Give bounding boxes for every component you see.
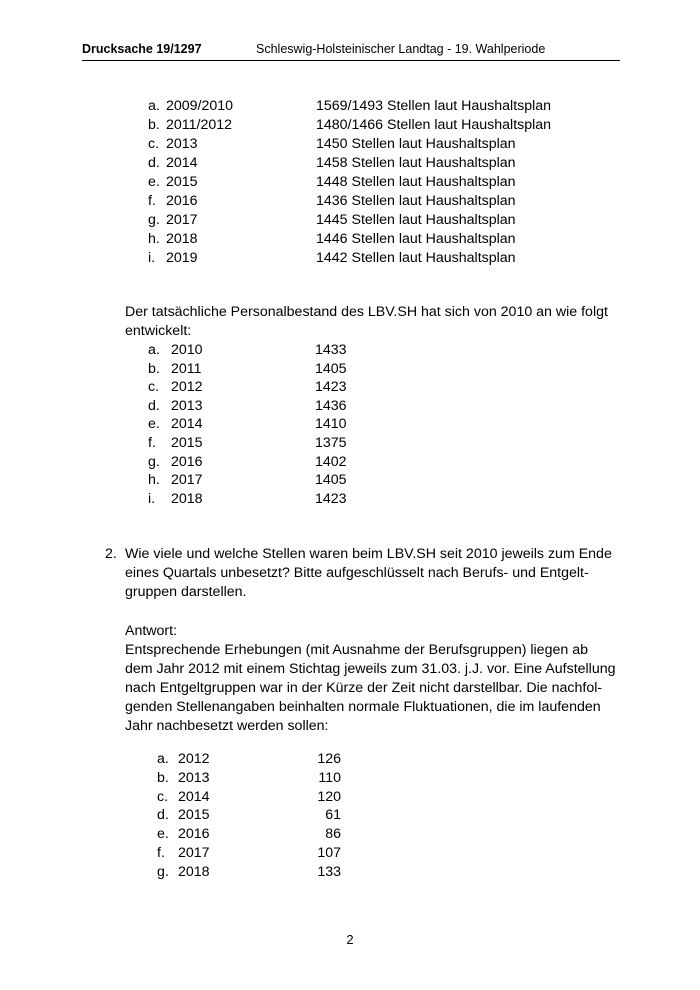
- list-item: [148, 211, 568, 229]
- item-letter: c.: [148, 379, 160, 395]
- item-letter: a.: [157, 751, 169, 767]
- item-year: 2018: [166, 231, 198, 247]
- item-year: 2017: [178, 845, 210, 861]
- item-value: 1375: [315, 435, 347, 451]
- item-year: 2014: [171, 416, 203, 432]
- answer-line: dem Jahr 2012 mit einem Stichtag jeweils zum 31.03. j.J. vor. Eine Aufstellung: [125, 661, 616, 677]
- item-year: 2018: [171, 491, 203, 507]
- item-value: 1480/1466 Stellen laut Haushaltsplan: [316, 117, 552, 133]
- list-item: [148, 116, 568, 134]
- item-value: 1569/1493 Stellen laut Haushaltsplan: [316, 98, 552, 114]
- item-year: 2013: [171, 398, 203, 414]
- question-text: [125, 545, 612, 602]
- item-year: 2018: [178, 864, 210, 880]
- question-line: gruppen darstellen.: [125, 584, 247, 600]
- item-value: 1405: [315, 361, 347, 377]
- list-item: [157, 750, 341, 768]
- list-item: [148, 360, 358, 378]
- item-letter: c.: [148, 136, 160, 152]
- list-item: [148, 415, 358, 433]
- item-letter: a.: [148, 342, 160, 358]
- list-item: [148, 434, 358, 452]
- answer-label: Antwort:: [125, 623, 178, 639]
- list-item: [148, 490, 358, 508]
- list-item: [157, 806, 341, 824]
- item-value: 133: [317, 864, 341, 880]
- item-year: 2014: [166, 155, 198, 171]
- page-header: [82, 38, 620, 61]
- list-item: [148, 453, 358, 471]
- item-value: 1423: [315, 379, 347, 395]
- item-value: 1445 Stellen laut Haushaltsplan: [316, 212, 516, 228]
- item-value: 1450 Stellen laut Haushaltsplan: [316, 136, 516, 152]
- item-letter: h.: [148, 231, 160, 247]
- item-value: 1410: [315, 416, 347, 432]
- item-year: 2016: [171, 454, 203, 470]
- item-year: 2015: [178, 807, 210, 823]
- document-number: Drucksache 19/1297: [82, 42, 202, 56]
- item-letter: c.: [157, 789, 169, 805]
- list-item: [148, 135, 568, 153]
- item-letter: h.: [148, 472, 160, 488]
- item-value: 1446 Stellen laut Haushaltsplan: [316, 231, 516, 247]
- item-value: 1423: [315, 491, 347, 507]
- item-value: 120: [317, 789, 341, 805]
- item-letter: g.: [148, 212, 160, 228]
- item-year: 2012: [171, 379, 203, 395]
- answer-line: genden Stellenangaben beinhalten normale Fluktuationen, die im laufenden: [125, 699, 601, 715]
- actual-staff-intro: [125, 303, 608, 341]
- question-number: 2.: [105, 546, 117, 562]
- item-year: 2014: [178, 789, 210, 805]
- item-year: 2013: [178, 770, 210, 786]
- list-item: [157, 788, 341, 806]
- item-year: 2015: [171, 435, 203, 451]
- page-number: 2: [346, 932, 354, 947]
- item-letter: e.: [157, 826, 169, 842]
- item-year: 2011/2012: [166, 117, 233, 133]
- item-letter: f.: [157, 845, 165, 861]
- item-year: 2016: [166, 193, 198, 209]
- list-item: [148, 471, 358, 489]
- list-item: [157, 844, 341, 862]
- item-letter: i.: [148, 491, 156, 507]
- item-value: 126: [317, 751, 341, 767]
- item-value: 1436 Stellen laut Haushaltsplan: [316, 193, 516, 209]
- item-year: 2015: [166, 174, 198, 190]
- item-letter: d.: [148, 398, 160, 414]
- list-item: [148, 154, 568, 172]
- question-line: eines Quartals unbesetzt? Bitte aufgeschlüsselt nach Berufs- und Entgelt-: [125, 565, 589, 581]
- item-value: 86: [325, 826, 341, 842]
- item-year: 2012: [178, 751, 210, 767]
- answer-text: [125, 622, 616, 736]
- item-letter: g.: [148, 454, 160, 470]
- list-item: [148, 249, 568, 267]
- item-value: 1448 Stellen laut Haushaltsplan: [316, 174, 516, 190]
- item-letter: b.: [148, 117, 160, 133]
- intro-line: Der tatsächliche Personalbestand des LBV.SH hat sich von 2010 an wie folgt: [125, 304, 608, 320]
- list-item: [148, 378, 358, 396]
- item-value: 1436: [315, 398, 347, 414]
- answer-line: Entsprechende Erhebungen (mit Ausnahme der Berufsgruppen) liegen ab: [125, 642, 588, 658]
- intro-line: entwickelt:: [125, 323, 192, 339]
- item-year: 2019: [166, 250, 198, 266]
- list-item: [148, 192, 568, 210]
- list-item: [157, 863, 341, 881]
- list-item: [157, 769, 341, 787]
- item-value: 1458 Stellen laut Haushaltsplan: [316, 155, 516, 171]
- item-year: 2017: [166, 212, 198, 228]
- item-year: 2011: [171, 361, 202, 377]
- item-year: 2009/2010: [166, 98, 234, 114]
- legislature-title: Schleswig-Holsteinischer Landtag - 19. Wahlperiode: [256, 42, 546, 56]
- list-item: [148, 97, 568, 115]
- item-letter: d.: [148, 155, 160, 171]
- item-letter: e.: [148, 174, 160, 190]
- item-value: 1402: [315, 454, 347, 470]
- item-letter: b.: [148, 361, 160, 377]
- list-item: [148, 397, 358, 415]
- item-value: 61: [325, 807, 341, 823]
- item-letter: g.: [157, 864, 169, 880]
- item-value: 110: [318, 770, 341, 786]
- item-letter: e.: [148, 416, 160, 432]
- item-value: 1405: [315, 472, 347, 488]
- question-line: Wie viele und welche Stellen waren beim LBV.SH seit 2010 jeweils zum Ende: [125, 546, 612, 562]
- item-year: 2010: [171, 342, 203, 358]
- item-letter: a.: [148, 98, 160, 114]
- item-letter: d.: [157, 807, 169, 823]
- item-value: 107: [317, 845, 341, 861]
- item-letter: f.: [148, 193, 156, 209]
- item-year: 2016: [178, 826, 210, 842]
- answer-line: nach Entgeltgruppen war in der Kürze der Zeit nicht darstellbar. Die nachfol-: [125, 680, 603, 696]
- list-item: [157, 825, 341, 843]
- item-value: 1442 Stellen laut Haushaltsplan: [316, 250, 516, 266]
- item-value: 1433: [315, 342, 347, 358]
- item-letter: f.: [148, 435, 156, 451]
- list-item: [148, 341, 358, 359]
- answer-line: Jahr nachbesetzt werden sollen:: [125, 718, 329, 734]
- item-year: 2017: [171, 472, 203, 488]
- list-item: [148, 230, 568, 248]
- list-item: [148, 173, 568, 191]
- item-year: 2013: [166, 136, 198, 152]
- item-letter: i.: [148, 250, 156, 266]
- item-letter: b.: [157, 770, 169, 786]
